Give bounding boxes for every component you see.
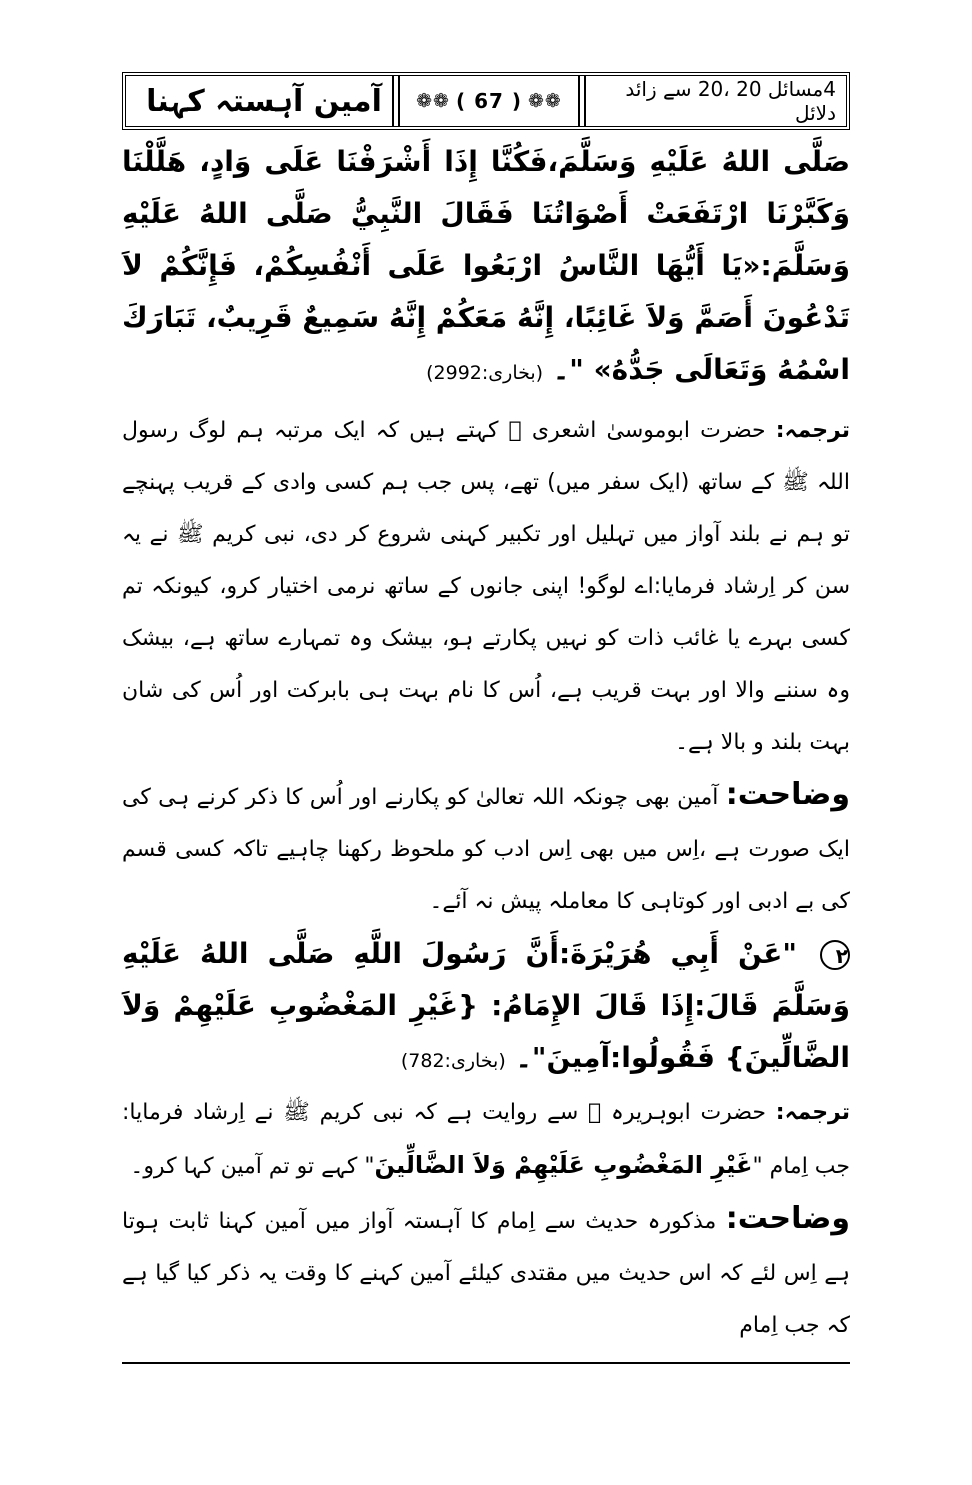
explanation-1-text: آمین بھی چونکہ اللہ تعالیٰ کو پکارنے اور اُس کا ذکر کرنے ہی کی ایک صورت ہے ،اِس میں بھی اِس ادب کو ملحوظ رکھنا چاہیے تاکہ کسی قسم کی بے ادبی اور کوتاہی کا معاملہ پیش نہ آئے۔ [122,785,850,914]
hadith-2-arabic: "عَنْ أَبِي هُرَيْرَةَ:أَنَّ رَسُولَ اللَّهِ صَلَّى اللهُ عَلَيْهِ وَسَلَّمَ قَالَ:إِذَا قَالَ الإِمَامُ: {غَيْرِ المَغْضُوبِ عَلَيْهِمْ وَلاَ الضَّالِّينَ} فَقُولُوا:آمِينَ"۔ [122,937,850,1074]
page [122,72,850,1372]
translation-2-text-before: حضرت ابوہریرہ ﷜ سے روایت ہے کہ نبی کریم ﷺ نے اِرشاد فرمایا: جب اِمام " [122,1100,850,1179]
header-page-number-block [400,76,578,126]
hadith-2-reference: (بخاری:782) [400,1050,506,1072]
page-number: ( 67 ) [455,89,523,113]
translation-label: ترجمہ: [775,1100,851,1125]
page-header [122,72,850,130]
header-book-reference: 4مسائل 20 ،20 سے زائد دلائل [625,77,836,125]
explanation-label: وضاحت: [725,777,851,812]
translation-paragraph [122,1087,850,1193]
explanation-label: وضاحت: [725,1201,850,1236]
translation-2-arabic-quote: غَيْرِ المَغْضُوبِ عَلَيْهِمْ وَلاَ الضَّالِّينَ [374,1151,753,1179]
translation-label: ترجمہ: [775,418,850,443]
hadith-arabic-text [122,136,850,399]
flower-ornament-icon: ❁❁ [416,90,450,112]
explanation-paragraph [122,769,850,928]
explanation-2-text: مذکورہ حدیث سے اِمام کا آہستہ آواز میں آمین کہنا ثابت ہوتا ہے اِس لئے کہ اس حدیث میں مقتدی کیلئے آمین کہنے کا وقت یہ ذکر کیا گیا ہے کہ جب اِمام [122,1209,850,1338]
header-divider [578,76,586,126]
translation-2-text-after: " کہے تو تم آمین کہا کرو۔ [130,1154,375,1179]
header-divider [392,76,400,126]
header-left-edge [126,76,136,126]
hadith-1-arabic: صَلَّى اللهُ عَلَيْهِ وَسَلَّمَ،فَكُنَّا إِذَا أَشْرَفْنَا عَلَى وَادٍ، هَلَّلْنَا وَكَبَّرْنَا ارْتَفَعَتْ أَصْوَاتُنَا فَقَالَ النَّبِيُّ صَلَّى اللهُ عَلَيْهِ وَسَلَّمَ:«يَا أَيُّهَا النَّاسُ ارْبَعُوا عَلَى أَنْفُسِكُمْ، فَإِنَّكُمْ لاَ تَدْعُونَ أَصَمَّ وَلاَ غَائِبًا، إِنَّهُ مَعَكُمْ إِنَّهُ سَمِيعٌ قَرِيبٌ، تَبَارَكَ اسْمُهُ وَتَعَالَى جَدُّهُ» "۔ [122,145,850,386]
flower-ornament-icon: ❁❁ [528,90,562,112]
translation-paragraph [122,405,850,769]
translation-1-text: حضرت ابوموسیٰ اشعری ﷜ کہتے ہیں کہ ایک مرتبہ ہم لوگ رسول اللہ ﷺ کے ساتھ (ایک سفر میں) تھے، پس جب ہم کسی وادی کے قریب پہنچے تو ہم نے بلند آواز میں تہلیل اور تکبیر کہنی شروع کر دی، نبی کریم ﷺ نے یہ سن کر اِرشاد فرمایا:اے لوگو! اپنی جانوں کے ساتھ نرمی اختیار کرو، کیونکہ تم کسی بہرے یا غائب ذات کو نہیں پکارتے ہو، بیشک وہ تمہارے ساتھ ہے، بیشک وہ سننے والا اور بہت قریب ہے، اُس کا نام بہت ہی بابرکت اور اُس کی شان بہت بلند و بالا ہے۔ [122,418,850,755]
page-content [122,136,850,1352]
header-right-edge [836,76,846,126]
footer-rule [122,1362,850,1364]
hadith-number-badge: ٢ [820,940,850,970]
hadith-arabic-text [122,928,850,1087]
explanation-paragraph [122,1193,850,1352]
hadith-1-reference: (بخاری:2992) [426,362,544,384]
chapter-title: آمین آہستہ کہنا [146,83,382,119]
